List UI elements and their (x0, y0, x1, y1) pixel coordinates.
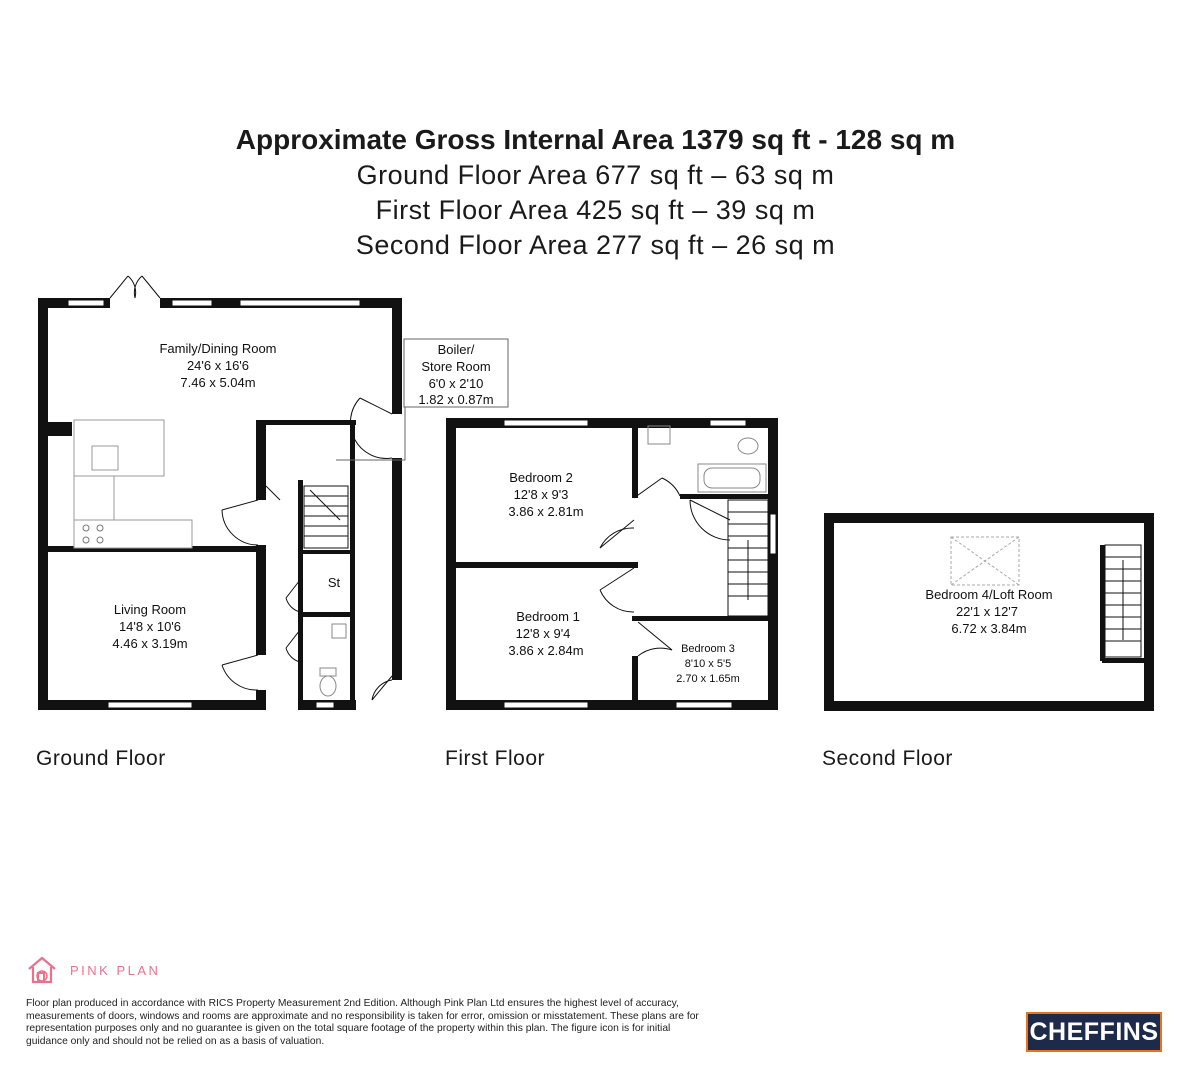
bedroom-1-name: Bedroom 1 (516, 609, 580, 624)
house-logo-icon (26, 955, 58, 985)
bedroom-2-name: Bedroom 2 (509, 470, 573, 485)
second-floor-label: Second Floor (822, 747, 953, 770)
store-label: St (327, 575, 341, 590)
first-floor-plan (446, 418, 778, 710)
living-room-imperial: 14'8 x 10'6 (118, 619, 182, 634)
ground-floor-area: Ground Floor Area 677 sq ft – 63 sq m (356, 160, 835, 190)
area-title: Approximate Gross Internal Area 1379 sq ft - 128 sq m (235, 124, 956, 155)
bedroom-4-metric: 6.72 x 3.84m (951, 621, 1027, 636)
bedroom-2-metric: 3.86 x 2.81m (508, 504, 584, 519)
pink-plan-brand (26, 955, 160, 985)
bedroom-2-imperial: 12'8 x 9'3 (513, 487, 569, 502)
living-room-name: Living Room (113, 602, 187, 617)
ground-floor-label: Ground Floor (36, 747, 166, 770)
bedroom-4-name: Bedroom 4/Loft Room (925, 587, 1053, 602)
family-room-metric: 7.46 x 5.04m (180, 375, 256, 390)
boiler-name-2: Store Room (421, 359, 491, 374)
family-room-imperial: 24'6 x 16'6 (186, 358, 250, 373)
bedroom-3-metric: 2.70 x 1.65m (676, 673, 740, 685)
living-room-metric: 4.46 x 3.19m (112, 636, 188, 651)
disclaimer-text: Floor plan produced in accordance with RICS Property Measurement 2nd Edition. Although Pink Plan Ltd ensures the highest level of accuracy, measurements of doors, windows and rooms are approximate and no responsibility is taken for error, omission or misstatement. These plans are for representation purposes only and no guarantee is given on the total square footage of the property within this plan. The figure icon is for initial guidance only and should not be relied on as a basis of valuation. (26, 998, 699, 1047)
second-floor-plan (824, 513, 1154, 711)
brand-name: PINK PLAN (70, 962, 161, 978)
bedroom-3-imperial: 8'10 x 5'5 (684, 658, 732, 670)
boiler-metric: 1.82 x 0.87m (418, 392, 494, 407)
second-floor-area: Second Floor Area 277 sq ft – 26 sq m (355, 230, 836, 260)
bedroom-3-name: Bedroom 3 (681, 643, 735, 655)
ground-floor-plan (38, 276, 508, 710)
family-room-name: Family/Dining Room (159, 341, 277, 356)
bedroom-1-metric: 3.86 x 2.84m (508, 643, 584, 658)
first-floor-area: First Floor Area 425 sq ft – 39 sq m (375, 195, 816, 225)
cheffins-logo: CHEFFINS (1026, 1012, 1162, 1052)
boiler-imperial: 6'0 x 2'10 (428, 376, 484, 391)
boiler-name-1: Boiler/ (437, 342, 475, 357)
bedroom-1-imperial: 12'8 x 9'4 (515, 626, 571, 641)
first-floor-label: First Floor (445, 747, 545, 770)
bedroom-4-imperial: 22'1 x 12'7 (955, 604, 1019, 619)
